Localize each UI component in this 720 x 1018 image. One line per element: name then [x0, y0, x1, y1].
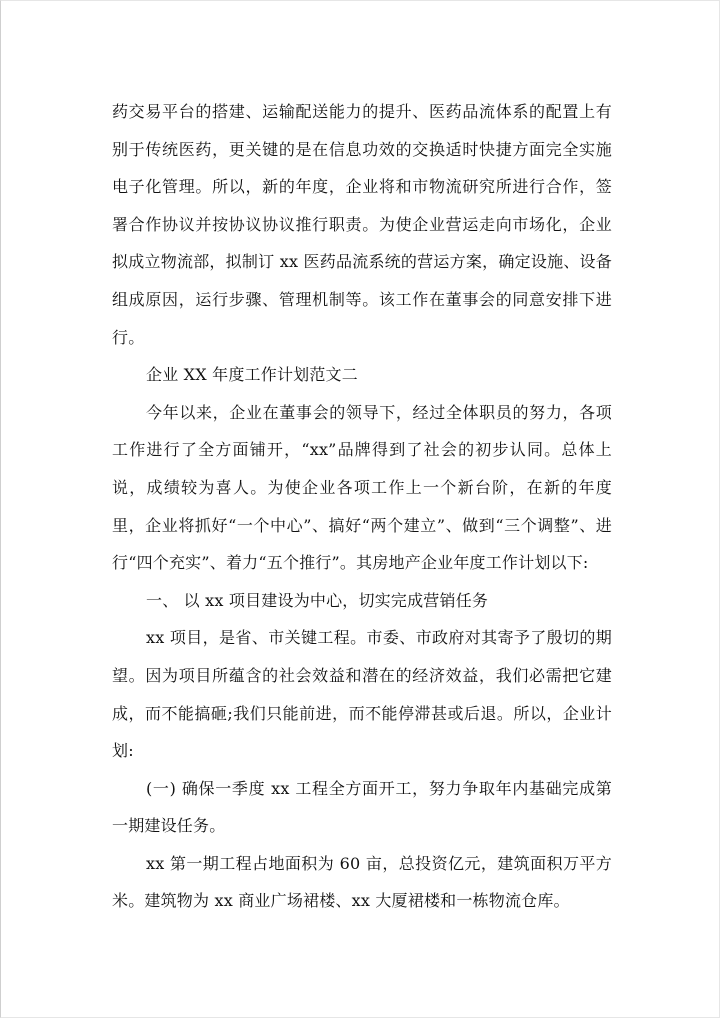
paragraph-project: xx 项目，是省、市关键工程。市委、市政府对其寄予了殷切的期望。因为项目所蕴含的社会效益和潜在的经济效益，我们必需把它建成，而不能搞砸;我们只能前进，而不能停滞甚或后退。所以，企业计划: [112, 628, 612, 761]
paragraph-continuation: 药交易平台的搭建、运输配送能力的提升、医药品流体系的配置上有别于传统医药，更关键的是在信息功效的交换适时快捷方面完全实施电子化管理。所以，新的年度，企业将和市物流研究所进行合作，签署合作协议并按协议协议推行职责。为使企业营运走向市场化，企业拟成立物流部，拟制订 xx 医药品流系统的营运方案，确定设施、设备组成原因，运行步骤、管理机制等。该工作在董事会的同意安排下进行。 [112, 102, 612, 347]
paragraph-subitem-one: (一) 确保一季度 xx 工程全方面开工，努力争取年内基础完成第一期建设任务。 [112, 778, 612, 836]
section-title: 企业 XX 年度工作计划范文二 [146, 365, 358, 385]
section-heading-one: 一、 以 xx 项目建设为中心，切实完成营销任务 [146, 590, 489, 610]
paragraph-intro: 今年以来，企业在董事会的领导下，经过全体职员的努力，各项工作进行了全方面铺开，“xx”品牌得到了社会的初步认同。总体上说，成绩较为喜人。为使企业各项工作上一个新台阶，在新的年度里，企业将抓好“一个中心”、搞好“两个建立”、做到“三个调整”、进行“四个充实”、着力“五个推行”。其房地产企业年度工作计划以下: [112, 402, 612, 573]
document-body [112, 93, 612, 920]
paragraph-phase-one: xx 第一期工程占地面积为 60 亩，总投资亿元，建筑面积万平方米。建筑物为 xx 商业广场裙楼、xx 大厦裙楼和一栋物流仓库。 [112, 853, 612, 911]
